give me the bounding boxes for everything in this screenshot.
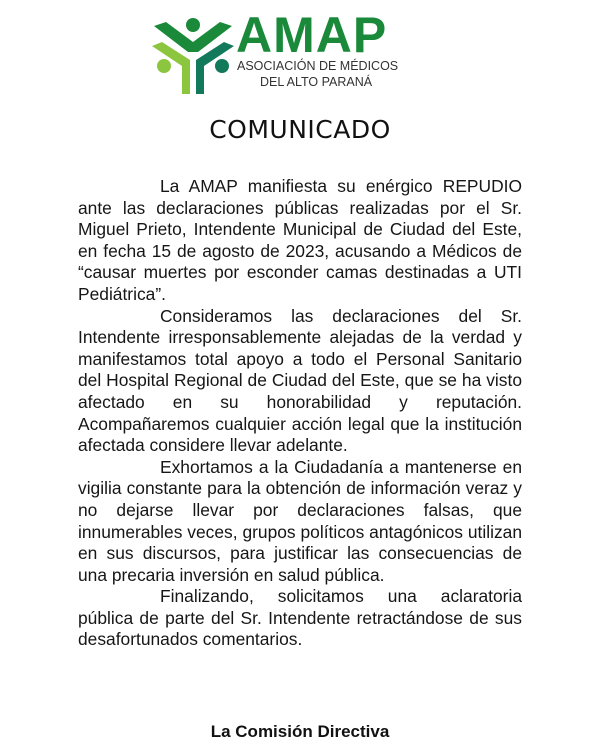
paragraph-finalizando: Finalizando, solicitamos una aclaratoria pública de parte del Sr. Intendente retractándose de sus desafortunados comentarios. <box>78 586 522 650</box>
document-title: COMUNICADO <box>209 115 391 144</box>
logo-subtitle-line1: ASOCIACIÓN DE MÉDICOS <box>237 59 399 73</box>
logo-subtitle-line2: DEL ALTO PARANÁ <box>260 75 373 89</box>
amap-people-figure-icon <box>152 16 234 96</box>
signature: La Comisión Directiva <box>210 722 390 741</box>
document-body <box>78 176 522 651</box>
paragraph-repudio: La AMAP manifiesta su enérgico REPUDIO ante las declaraciones públicas realizadas por el Sr. Miguel Prieto, Intendente Municipal de Ciudad del Este, en fecha 15 de agosto de 2023, acusando a Médicos de “causar muertes por esconder camas destinadas a UTI Pediátrica”. <box>78 176 522 304</box>
amap-logo <box>152 7 422 96</box>
logo-name: AMAP <box>236 7 388 63</box>
paragraph-consideramos: Consideramos las declaraciones del Sr. Intendente irresponsablemente alejadas de la verdad y manifestamos total apoyo a todo el Personal Sanitario del Hospital Regional de Ciudad del Este, que se ha visto afectado en su honorabilidad y reputación. Acompañaremos cualquier acción legal que la institución afectada considere llevar adelante. <box>78 305 522 456</box>
paragraph-exhortamos: Exhortamos a la Ciudadanía a mantenerse en vigilia constante para la obtención de información veraz y no dejarse llevar por declaraciones falsas, que innumerables veces, grupos políticos antagónicos utilizan en sus discursos, para justificar las consecuencias de una precaria inversión en salud pública. <box>78 456 522 585</box>
